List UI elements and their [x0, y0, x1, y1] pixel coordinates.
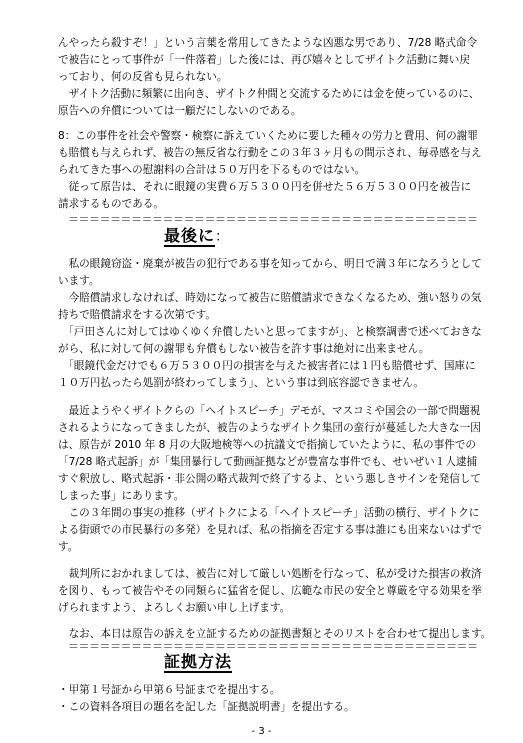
body-line: されるようになってきましたが、被告のようなザイトク集団の蛮行が蔓延した大きな一因: [58, 422, 481, 434]
body-line: 最近ようやくザイトクらの「ヘイトスピーチ」デモが、マスコミや国会の一部で問題視: [58, 405, 481, 417]
body-line: 原告への弁償については一顧だにしないのである。: [58, 105, 302, 117]
body-line: この３年間の事実の推移（ザイトクによる「ヘイトスピーチ」活動の横行、ザイトクに: [58, 507, 480, 519]
body-line: で被告にとって事件が「一件落着」した後には、再び嬉々としてザイトク活動に舞い戻: [58, 54, 470, 66]
body-line: んやったら殺すぞ！」という言葉を常用してきたような凶悪な男であり、7/28 略式命令: [58, 37, 478, 49]
body-line: す。: [58, 541, 79, 553]
body-line: 「戸田さんに対してはゆくゆく弁償したいと思ってますが」、と検察調書で述べておきな: [58, 326, 482, 338]
body-line: なお、本日は原告の訴えを立証するための証拠書類とそのリストを合わせて提出します。: [58, 628, 492, 640]
separator-line: ＝＝＝＝＝＝＝＝＝＝＝＝＝＝＝＝＝＝＝＝＝＝＝＝＝＝＝＝＝＝＝＝＝＝＝＝＝＝＝: [68, 641, 478, 653]
item-8-line: も賠償も与えられず、被告の無反省な行動をこの３年３ヶ月もの間示され、毎尋感を与え: [58, 147, 482, 159]
body-line: います。: [58, 275, 100, 287]
body-line: っており、何の反省も見られない。: [58, 71, 228, 83]
section-heading-evidence-text: 証拠方法: [164, 652, 233, 671]
body-line: 今賠償請求しなければ、時効になって被告に賠償請求できなくなるため、強い怒りの気: [58, 292, 482, 304]
body-line: ザイトク活動に頻繁に出向き、ザイトク仲間と交流するためには金を使っているのに、: [58, 88, 480, 100]
body-line: 持ちで賠償請求をする次第です。: [58, 309, 216, 321]
body-line: 私の眼鏡窃盗・廃棄が被告の犯行である事を知ってから、明日で満３年になろうとして: [58, 258, 482, 270]
body-line: 裁判所におかれましては、被告に対して厳しい処断を行なって、私が受けた損害の救済: [58, 568, 482, 580]
page-number: - 3 -: [251, 726, 272, 737]
body-line: 「眼鏡代金だけでも６万５３００円の損害を与えた被害者には１円も賠償せず、国庫に: [58, 360, 476, 372]
section-heading-final-colon: ：: [215, 229, 231, 245]
body-line: がら、私に対して何の謝罪も弁償もしない被告を許す事は絶対に出来ません。: [58, 343, 430, 355]
evidence-list-item: ・この資料各項目の題名を記した「証拠説明書」を提出する。: [58, 701, 355, 713]
section-heading-evidence: [164, 652, 232, 672]
body-line: 「7/28 略式起訴」が「集団暴行して動画証拠などが豊富な事件でも、せいぜい１人逮捕: [58, 456, 478, 468]
body-line: しまった事」にあります。: [58, 490, 185, 502]
item-8-line: られてきた事への慰謝料の合計は５０万円を下るものではない。: [58, 164, 366, 176]
body-line: を図り、もって被告やその同類らに猛省を促し、広範な市民の安全と尊厳を守る効果を挙: [58, 585, 482, 597]
body-line: は、原告が 2010 年 8 月の大阪地検等への抗議文で指摘していたように、私の事件での: [58, 439, 476, 451]
item-8-line: 8：この事件を社会や警察・検察に訴えていくために要した種々の労力と費用、何の謝罪: [58, 130, 478, 142]
body-line: １０万円払ったら処罰が終わってしまう」、という事は到底容認できません。: [58, 377, 425, 389]
body-line: よる街頭での市民暴行の多発）を見れば、私の指摘を否定する事は誰にも出来ないはずで: [58, 524, 483, 536]
body-line: すぐ釈放し、略式起訴・非公開の略式裁判で終了するよ、という悪しきサインを発信して: [58, 473, 482, 485]
section-heading-final: [164, 226, 230, 247]
item-8-line: 従って原告は、それに眼鏡の実費６万５３００円を併せた５６万５３００円を被告に: [58, 181, 472, 193]
body-line: げられますよう、よろしくお願い申し上げます。: [58, 602, 291, 614]
separator-line: ＝＝＝＝＝＝＝＝＝＝＝＝＝＝＝＝＝＝＝＝＝＝＝＝＝＝＝＝＝＝＝＝＝＝＝＝＝＝＝: [68, 214, 478, 226]
item-8-line: 請求するものである。: [58, 198, 164, 210]
evidence-list-item: ・甲第１号証から甲第６号証までを提出する。: [58, 684, 281, 696]
section-heading-final-text: 最後に: [164, 226, 216, 245]
